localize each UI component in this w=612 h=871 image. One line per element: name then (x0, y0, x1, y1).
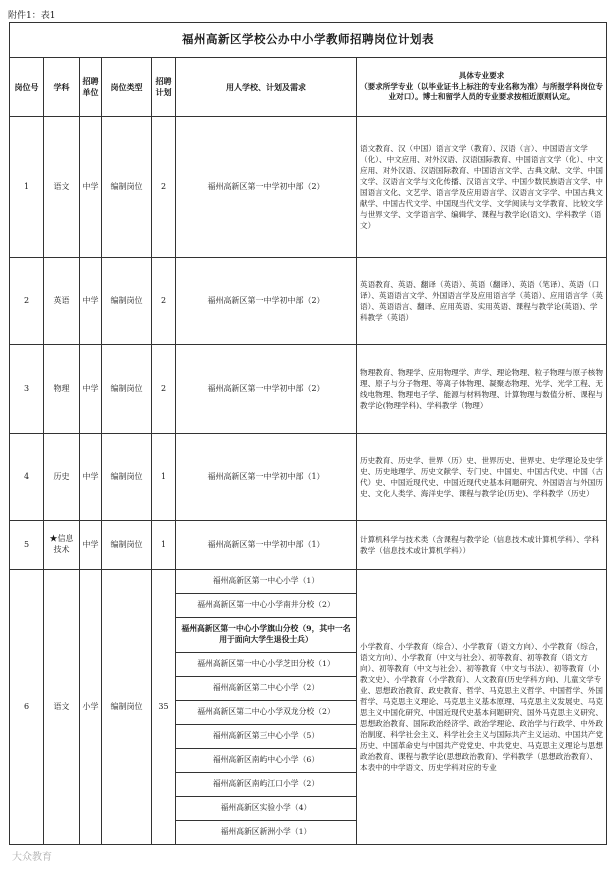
cell-requirements: 历史教育、历史学、世界（历）史、世界历史、世界史、史学理论及史学史、历史地理学、历史文献学、专门史、中国史、中国古代史、中国（古代）史、中国近现代史、中国近现代史基本问题研究、外国语言与外国历史、文化人类学、海洋史学、课程与教学论(历史)、学科教学（历史） (357, 434, 607, 521)
cell-type: 编制岗位 (102, 521, 152, 570)
cell-school: 福州高新区第一中学初中部（2） (176, 117, 357, 258)
header-req-title: 具体专业要求 (458, 71, 505, 81)
cell-requirements: 语文教育、汉（中国）语言文学（教育）、汉语（言）、中国语言文学（化）、中文应用、对外汉语、汉语国际教育、中国语言文学（化）、中文应用、对外汉语、汉语国际教育、中国语言文学、古典文献、文学、中国文学、汉语言文学与文化传播、汉语言文学、中国少数民族语言文学、中国语言文化、文艺学、语言学及应用语言学、汉语言文字学、中国古典文献学、中国古代文学、中国现当代文学、文学阅读与文学教育、比较文学与世界文学、文学语言学、编辑学、课程与教学论(语文)、学科教学（语文） (357, 117, 607, 258)
cell-type: 编制岗位 (102, 117, 152, 258)
cell-school: 福州高新区第一中学初中部（2） (176, 345, 357, 434)
cell-school: 福州高新区第一中学初中部（1） (176, 434, 357, 521)
cell-school: 福州高新区新洲小学（1） (176, 821, 357, 845)
table-row (10, 570, 607, 594)
cell-plan: 1 (152, 521, 176, 570)
cell-type: 编制岗位 (102, 570, 152, 845)
cell-type: 编制岗位 (102, 434, 152, 521)
cell-subject: 物理 (44, 345, 80, 434)
cell-no: 6 (10, 570, 44, 845)
cell-requirements: 计算机科学与技术类（含课程与教学论（信息技术或计算机学科）、学科教学（信息技术或计算机学科）） (357, 521, 607, 570)
cell-no: 5 (10, 521, 44, 570)
cell-plan: 2 (152, 117, 176, 258)
cell-requirements: 英语教育、英语、翻译（英语）、英语（翻译）、英语（笔译）、英语（口译）、英语语言文学、外国语言学及应用语言学（英语）、应用语言学（英语）、英语语言、翻译、应用英语、实用英语、课程与教学论(英语)、学科教学（英语） (357, 258, 607, 345)
header-position-no: 岗位号 (10, 58, 44, 117)
cell-school: 福州高新区第三中心小学（5） (176, 725, 357, 749)
cell-unit: 中学 (80, 521, 102, 570)
watermark: 大众教育 (12, 852, 52, 863)
cell-school: 福州高新区第二中心小学（2） (176, 677, 357, 701)
table-row (10, 117, 607, 258)
cell-type: 编制岗位 (102, 258, 152, 345)
cell-school: 福州高新区第一中学初中部（1） (176, 521, 357, 570)
header-req-note: （要求所学专业（以毕业证书上标注的专业名称为准）与所报学科岗位专业对口）。博士和留学人员的专业要求按相近原则认定。 (360, 81, 604, 102)
header-recruit-unit: 招聘单位 (80, 58, 102, 117)
table-row (10, 434, 607, 521)
header-requirements (357, 58, 607, 117)
cell-school: 福州高新区南屿江口小学（2） (176, 773, 357, 797)
cell-unit: 中学 (80, 258, 102, 345)
cell-school: 福州高新区第一中学初中部（2） (176, 258, 357, 345)
cell-school: 福州高新区南屿中心小学（6） (176, 749, 357, 773)
cell-subject: 英语 (44, 258, 80, 345)
cell-requirements: 物理教育、物理学、应用物理学、声学、理论物理、粒子物理与原子核物理、原子与分子物理、等离子体物理、凝聚态物理、光学、光学工程、无线电物理、物理电子学、能源与材料物理、计算物理与数值分析、课程与教学论(物理学科)、学科教学（物理） (357, 345, 607, 434)
cell-no: 3 (10, 345, 44, 434)
cell-plan: 1 (152, 434, 176, 521)
header-subject: 学科 (44, 58, 80, 117)
cell-no: 1 (10, 117, 44, 258)
cell-school: 福州高新区第一中心小学芝田分校（1） (176, 653, 357, 677)
table-title: 福州高新区学校公办中小学教师招聘岗位计划表 (10, 23, 607, 58)
cell-subject: 语文 (44, 117, 80, 258)
cell-requirements: 小学教育、小学教育（综合）、小学教育（语文方向）、小学教育（综合，语文方向）、小学教育（中文与社会）、初等教育、初等教育（语文方向）、初等教育（中文与社会）、初等教育（中文与书法）、初等教育（小教文史）、小学教育（小学教育）、人文教育(历史学科方向)、儿童文学专业、思想政治教育、政史教育、哲学、马克思主义哲学、中国哲学、外国哲学、马克思主义理论、马克思主义基本原理、马克思主义发展史、马克思主义中国化研究、中国近现代史基本问题研究、国外马克思主义研究、思想政治教育、国际政治经济学、政治学理论、政治学与行政学、中外政治制度、科学社会主义、科学社会主义与国际共产主义运动、中国共产党历史、中国革命史与中国共产党党史、中共党史、马克思主义理论与思想政治教育、课程与教学论(思想政治教育)、学科教学（思想政治教育）、本表中的中学语文、历史学科对应的专业 (357, 570, 607, 845)
cell-unit: 中学 (80, 434, 102, 521)
cell-school: 福州高新区第二中心小学双龙分校（2） (176, 701, 357, 725)
header-plan: 招聘计划 (152, 58, 176, 117)
cell-unit: 中学 (80, 345, 102, 434)
cell-plan: 2 (152, 345, 176, 434)
table-row (10, 258, 607, 345)
cell-unit: 小学 (80, 570, 102, 845)
cell-plan: 2 (152, 258, 176, 345)
cell-school: 福州高新区第一中心小学南井分校（2） (176, 594, 357, 618)
cell-unit: 中学 (80, 117, 102, 258)
cell-subject: ★信息技术 (44, 521, 80, 570)
table-row (10, 345, 607, 434)
cell-subject: 语文 (44, 570, 80, 845)
cell-type: 编制岗位 (102, 345, 152, 434)
cell-no: 2 (10, 258, 44, 345)
cell-subject: 历史 (44, 434, 80, 521)
attachment-label: 附件1：表1 (8, 11, 56, 21)
cell-plan: 35 (152, 570, 176, 845)
header-school-plan: 用人学校、计划及需求 (176, 58, 357, 117)
header-position-type: 岗位类型 (102, 58, 152, 117)
recruitment-plan-table (9, 22, 607, 845)
table-row (10, 521, 607, 570)
cell-school: 福州高新区第一中心小学（1） (176, 570, 357, 594)
cell-school: 福州高新区第一中心小学旗山分校（9，其中一名用于面向大学生退役士兵） (176, 618, 357, 653)
header-row (10, 58, 607, 117)
cell-no: 4 (10, 434, 44, 521)
cell-school: 福州高新区实验小学（4） (176, 797, 357, 821)
